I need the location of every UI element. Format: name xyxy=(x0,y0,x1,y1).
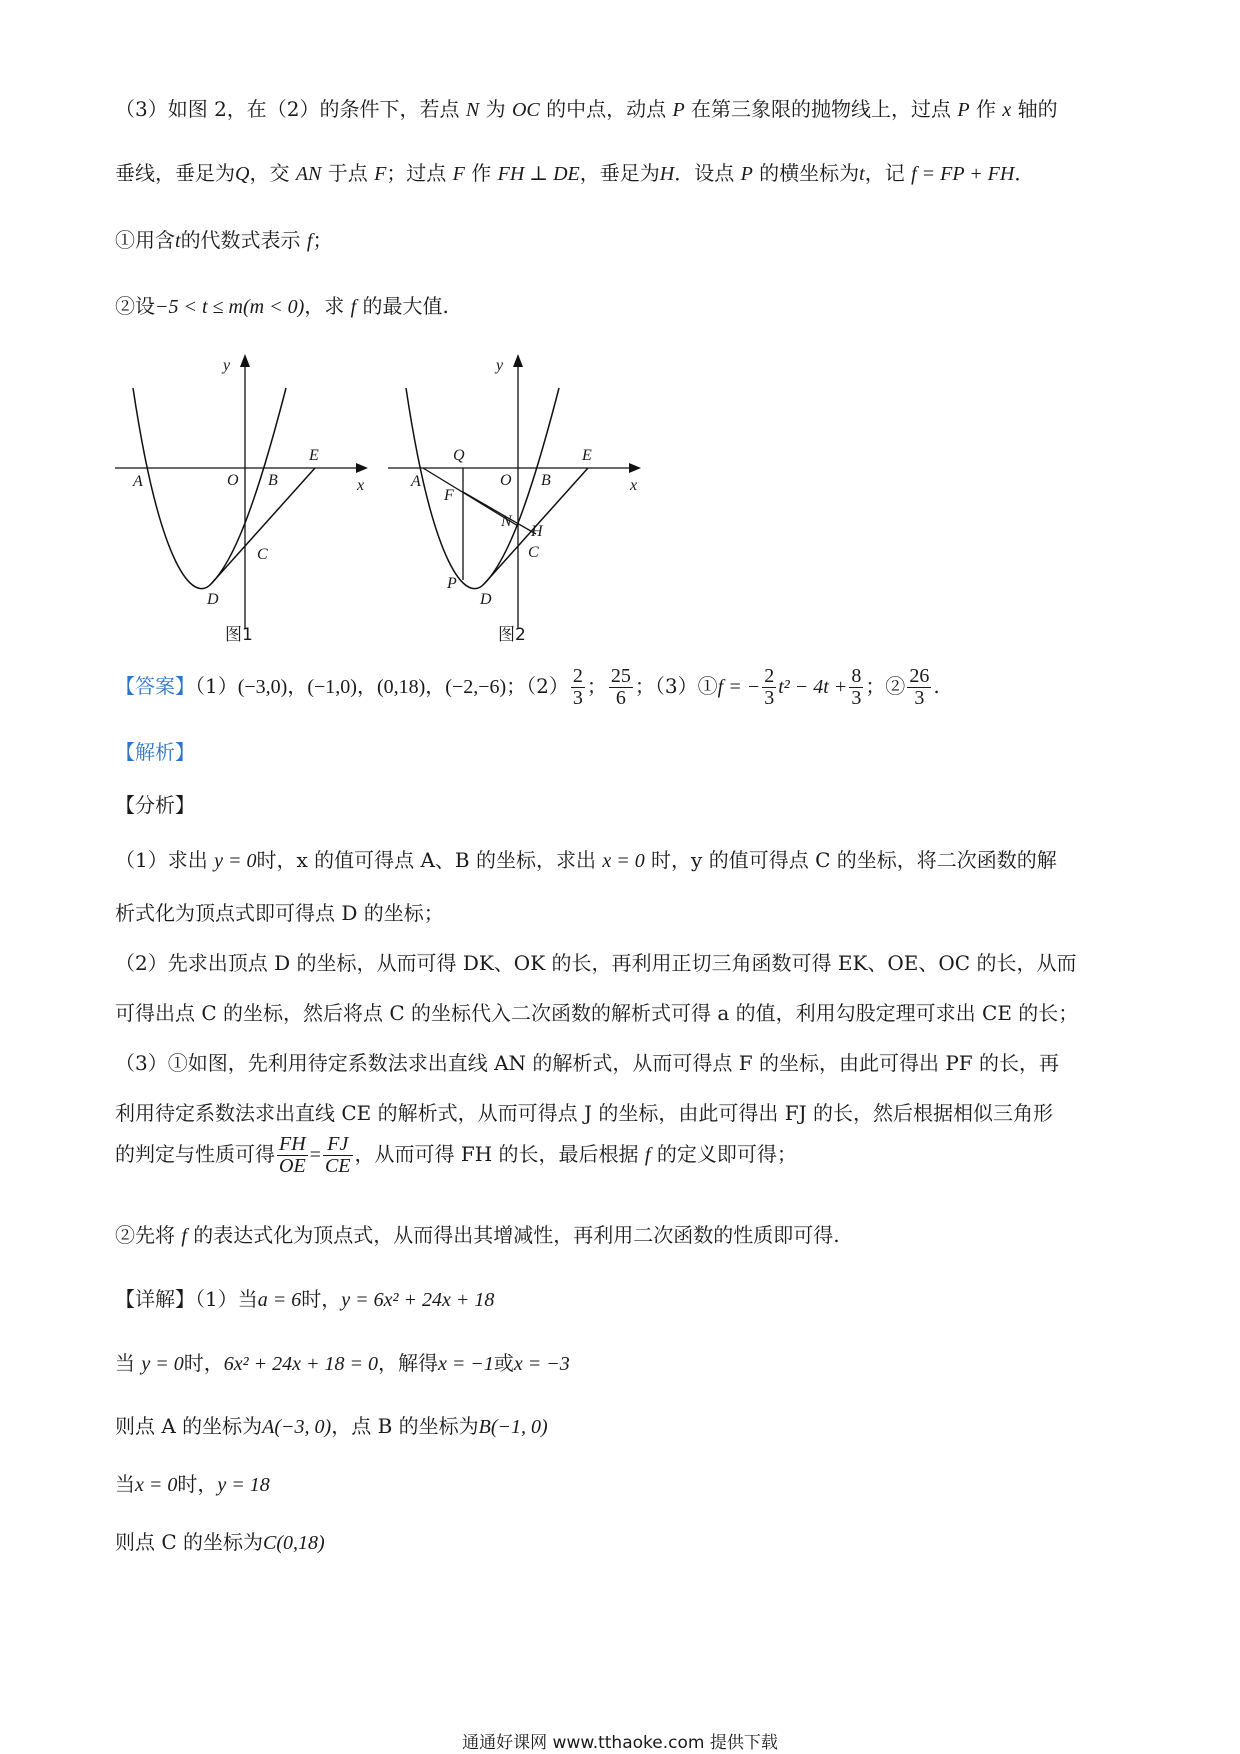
analysis-fenxi: 【分析】 xyxy=(115,793,195,817)
numerator: FH xyxy=(279,1133,306,1155)
denominator: 3 xyxy=(764,687,775,709)
text: ； xyxy=(312,228,333,252)
fraction xyxy=(323,1134,353,1177)
answer-line xyxy=(115,666,940,709)
analysis-line8 xyxy=(115,1223,840,1248)
math-f: f xyxy=(350,296,357,318)
label-E: E xyxy=(582,447,592,464)
math-range: −5 < t ≤ m xyxy=(155,296,243,318)
math-point-C: C(0,18) xyxy=(263,1532,325,1554)
analysis-line1 xyxy=(115,848,1057,873)
text: ；② xyxy=(865,674,906,698)
text: ，解得 xyxy=(377,1351,438,1375)
analysis-line6: 利用待定系数法求出直线 CE 的解析式，从而可得点 J 的坐标，由此可得出 FJ 的长，然后根据相似三角形 xyxy=(115,1101,1053,1125)
label-B: B xyxy=(541,472,551,489)
figure-2 xyxy=(378,348,658,658)
fraction xyxy=(907,666,931,709)
text: 在第三象限的抛物线上，过点 xyxy=(684,97,958,121)
analysis-line7 xyxy=(115,1134,797,1177)
y-axis-arrow xyxy=(513,354,523,367)
label-y: y xyxy=(496,357,504,374)
math-y0: y = 0 xyxy=(141,1353,184,1375)
math-x: x xyxy=(1002,99,1012,121)
label-P: P xyxy=(447,575,457,592)
text: 的判定与性质可得 xyxy=(115,1142,275,1166)
question3-sub2 xyxy=(115,294,449,319)
caption-fig2: 图2 xyxy=(498,625,526,645)
label-D: D xyxy=(480,591,492,608)
label-O: O xyxy=(500,472,512,489)
text: 时， xyxy=(177,1472,218,1496)
text: ，点 B 的坐标为 xyxy=(331,1414,479,1438)
text: 轴的 xyxy=(1011,97,1058,121)
text: 或 xyxy=(493,1351,514,1375)
fraction xyxy=(571,666,585,709)
math-f-def: f = FP + FH xyxy=(911,163,1015,185)
fraction xyxy=(609,666,633,709)
math-P: P xyxy=(740,163,753,185)
equals: = xyxy=(309,1144,321,1166)
numerator: 2 xyxy=(764,665,775,687)
text: 的最大值. xyxy=(356,294,449,318)
analysis-tag: 【解析】 xyxy=(115,740,195,764)
text: 作 xyxy=(464,161,498,185)
label-D: D xyxy=(207,591,219,608)
math-H: H xyxy=(659,163,675,185)
label-C: C xyxy=(528,544,539,561)
text: 则点 A 的坐标为 xyxy=(115,1414,263,1438)
numerator: FJ xyxy=(323,1134,353,1156)
text: 的代数式表示 xyxy=(180,228,307,252)
detail-line1 xyxy=(115,1287,494,1312)
analysis-line4: 可得出点 C 的坐标，然后将点 C 的坐标代入二次函数的解析式可得 a 的值，利用勾股定理可求出 CE 的长； xyxy=(115,1001,1079,1025)
text: ；过点 xyxy=(386,161,453,185)
math-x1: x = −1 xyxy=(437,1353,494,1375)
label-N: N xyxy=(501,513,512,530)
detail-line5 xyxy=(115,1530,325,1555)
fraction xyxy=(277,1134,308,1177)
math-eq: 6x² + 24x + 18 = 0 xyxy=(223,1353,378,1375)
math-expr: f = − xyxy=(717,676,761,698)
detail-line2 xyxy=(115,1351,570,1376)
math-y: y = 18 xyxy=(217,1474,270,1496)
math-point: (−1,0) xyxy=(307,676,357,698)
label-A: A xyxy=(411,473,421,490)
text: 时， xyxy=(183,1351,224,1375)
question3-line2 xyxy=(115,161,1034,186)
math-point: (−3,0) xyxy=(237,676,288,698)
label-B: B xyxy=(268,472,278,489)
text: ， xyxy=(425,674,446,698)
math-Q: Q xyxy=(235,163,250,185)
analysis-line3: （2）先求出顶点 D 的坐标，从而可得 DK、OK 的长，再利用正切三角函数可得 EK、OE、OC 的长，从而 xyxy=(115,951,1077,975)
label-x: x xyxy=(357,477,365,494)
caption-fig1: 图1 xyxy=(225,625,253,645)
denominator: CE xyxy=(324,1155,351,1177)
numerator: 2 xyxy=(572,665,583,687)
math-eq: y = 6x² + 24x + 18 xyxy=(341,1289,495,1311)
math-f: f xyxy=(181,1225,187,1247)
text: . xyxy=(933,674,940,698)
math-point: (−2,−6) xyxy=(445,676,507,698)
text: ②设 xyxy=(115,294,155,318)
math-point: (0,18) xyxy=(376,676,426,698)
numerator: 25 xyxy=(610,665,631,687)
text: 当 xyxy=(115,1472,135,1496)
label-y: y xyxy=(223,357,231,374)
text: 当 xyxy=(115,1351,142,1375)
detail-line4 xyxy=(115,1472,270,1497)
text: ，从而可得 FH 的长，最后根据 xyxy=(354,1142,645,1166)
text: 为 xyxy=(479,97,512,121)
math-expr: t² − 4t + xyxy=(778,676,848,698)
text: 于点 xyxy=(321,161,375,185)
y-axis-arrow xyxy=(240,354,250,367)
text: ，交 xyxy=(249,161,296,185)
label-F: F xyxy=(444,487,454,504)
text: ．设点 xyxy=(674,161,741,185)
text: ． xyxy=(1014,161,1035,185)
denominator: 3 xyxy=(572,687,583,709)
text: ①用含 xyxy=(115,228,175,252)
fraction xyxy=(762,666,776,709)
math-F: F xyxy=(374,163,387,185)
math-P: P xyxy=(957,99,970,121)
denominator: 3 xyxy=(914,687,925,709)
text: 的表达式化为顶点式，从而得出其增减性，再利用二次函数的性质即可得. xyxy=(186,1223,840,1247)
question3-line1 xyxy=(115,97,1058,122)
math-perp: FH ⊥ DE xyxy=(497,163,580,185)
footer: 通通好课网 www.tthaoke.com 提供下载 xyxy=(462,1733,778,1753)
label-Q: Q xyxy=(453,447,465,464)
math-t: t xyxy=(859,163,865,185)
question3-sub1 xyxy=(115,228,332,253)
math-F: F xyxy=(452,163,465,185)
text: ；（2） xyxy=(506,674,569,698)
numerator: 26 xyxy=(909,665,930,687)
text: ，垂足为 xyxy=(579,161,660,185)
denominator: 3 xyxy=(851,687,862,709)
text: 的横坐标为 xyxy=(752,161,860,185)
detail-line3 xyxy=(115,1414,548,1439)
text: ②先将 xyxy=(115,1223,182,1247)
text: 垂线，垂足为 xyxy=(115,161,235,185)
math-y0: y = 0 xyxy=(214,850,257,872)
figure-1 xyxy=(105,348,385,658)
math-N: N xyxy=(465,99,480,121)
x-axis-arrow xyxy=(629,463,641,473)
fraction xyxy=(849,666,863,709)
label-x: x xyxy=(630,477,638,494)
label-O: O xyxy=(227,472,239,489)
math-x0: x = 0 xyxy=(135,1474,178,1496)
label-H: H xyxy=(531,523,543,540)
analysis-line2: 析式化为顶点式即可得点 D 的坐标； xyxy=(115,901,444,925)
math-t: t xyxy=(175,230,181,252)
math-f: f xyxy=(306,230,313,252)
math-point-B: B(−1, 0) xyxy=(478,1416,548,1438)
x-axis-arrow xyxy=(356,463,368,473)
line-fh xyxy=(463,492,536,534)
math-P: P xyxy=(672,99,685,121)
math-m-neg: (m < 0) xyxy=(242,296,305,318)
label-C: C xyxy=(257,546,268,563)
text: ， xyxy=(356,674,377,698)
text: 时，y 的值可得点 C 的坐标，将二次函数的解 xyxy=(644,848,1057,872)
text: （1） xyxy=(195,674,238,698)
text: （1）当 xyxy=(195,1287,258,1311)
text: （1）求出 xyxy=(115,848,215,872)
text: 的定义即可得； xyxy=(650,1142,797,1166)
math-a6: a = 6 xyxy=(257,1289,302,1311)
text: 的中点，动点 xyxy=(539,97,673,121)
label-E: E xyxy=(309,447,319,464)
numerator: 8 xyxy=(851,665,862,687)
text: ； xyxy=(586,674,607,698)
text: （3）如图 2，在（2）的条件下，若点 xyxy=(115,97,466,121)
math-x0: x = 0 xyxy=(602,850,645,872)
analysis-line5: （3）①如图，先利用待定系数法求出直线 AN 的解析式，从而可得点 F 的坐标，由此可得出 PF 的长，再 xyxy=(115,1051,1060,1075)
label-A: A xyxy=(133,473,143,490)
math-OC: OC xyxy=(511,99,540,121)
text: ， xyxy=(287,674,308,698)
text: 时， xyxy=(301,1287,342,1311)
text: 则点 C 的坐标为 xyxy=(115,1530,264,1554)
math-x2: x = −3 xyxy=(513,1353,570,1375)
math-point-A: A(−3, 0) xyxy=(262,1416,332,1438)
math-AN: AN xyxy=(295,163,322,185)
detail-tag: 【详解】 xyxy=(115,1287,195,1311)
math-f: f xyxy=(644,1144,651,1166)
text: ，求 xyxy=(304,294,351,318)
text: 时，x 的值可得点 A、B 的坐标，求出 xyxy=(256,848,603,872)
denominator: 6 xyxy=(615,687,626,709)
denominator: OE xyxy=(279,1155,306,1177)
text: 作 xyxy=(969,97,1003,121)
answer-tag: 【答案】 xyxy=(115,674,195,698)
text: ，记 xyxy=(864,161,912,185)
text: ；（3）① xyxy=(634,674,718,698)
